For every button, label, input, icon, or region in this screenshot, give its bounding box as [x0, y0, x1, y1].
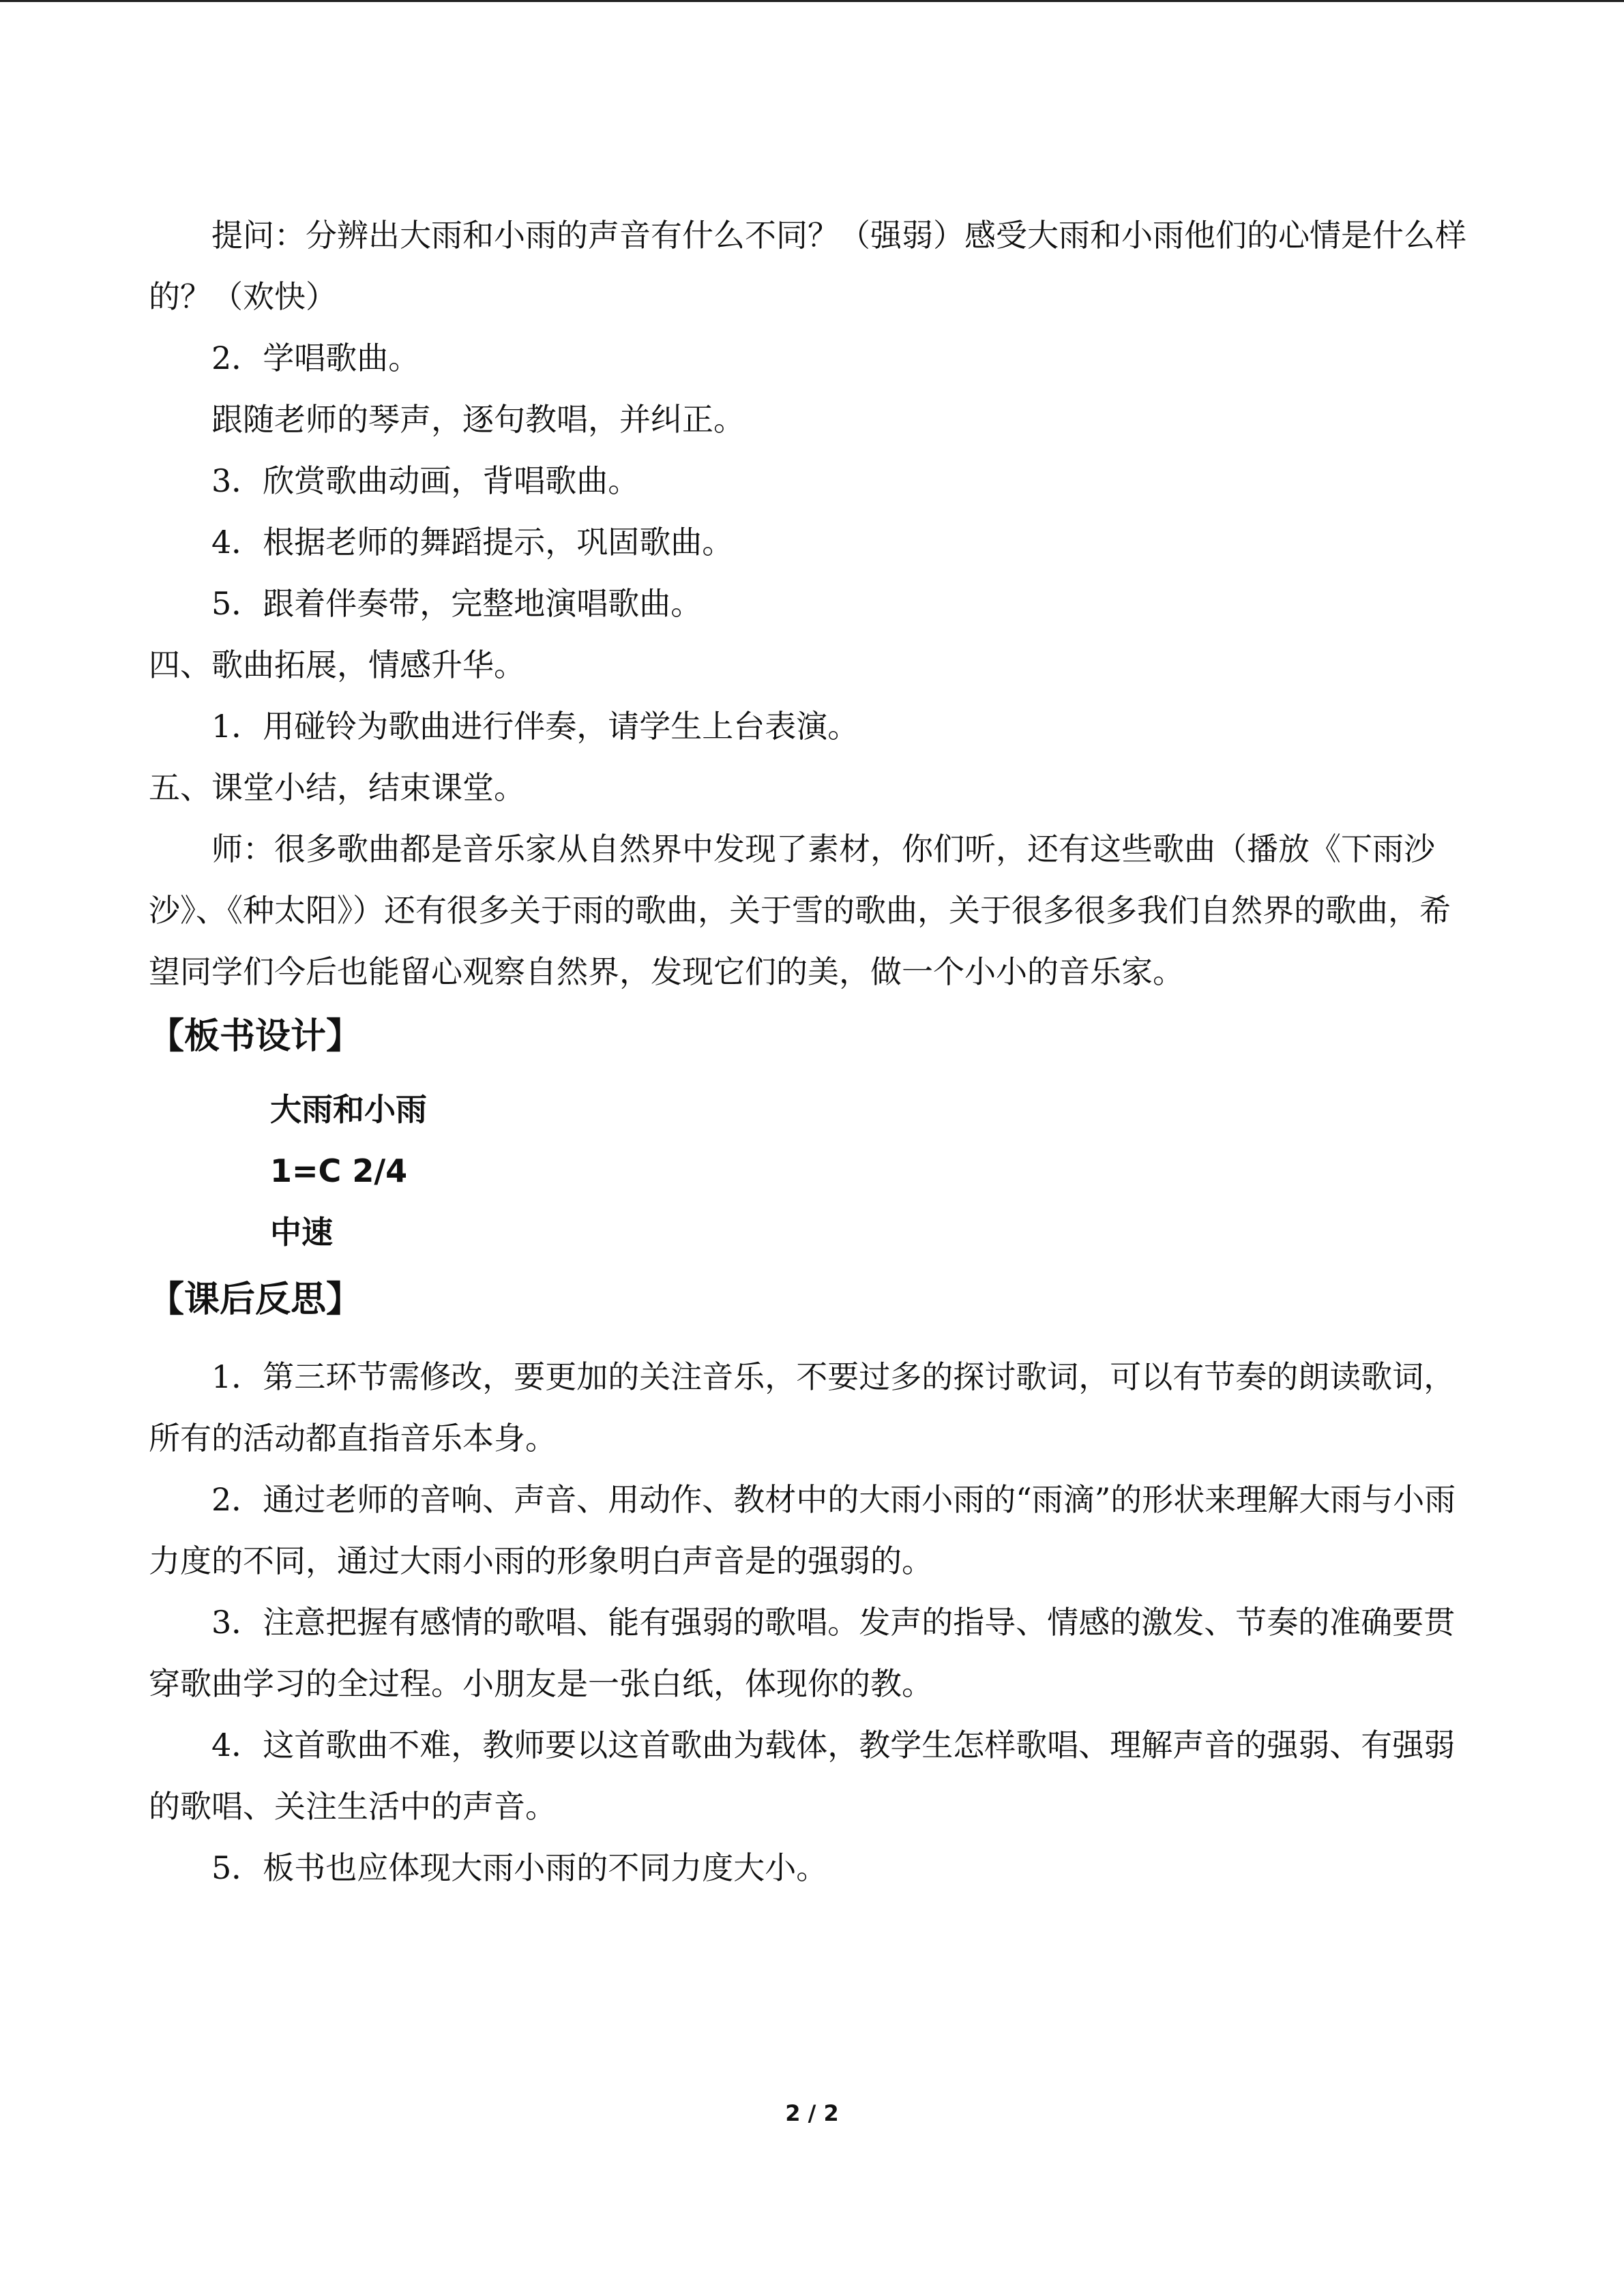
board-song-title: 大雨和小雨 [270, 1091, 427, 1128]
section-five-title: 五、课堂小结，结束课堂。 [149, 769, 525, 806]
question-paragraph: 提问：分辨出大雨和小雨的声音有什么不同？（强弱）感受大雨和小雨他们的心情是什么样的？（欢快） [149, 217, 1466, 315]
reflection-item: 1．第三环节需修改，要更加的关注音乐，不要过多的探讨歌词，可以有节奏的朗读歌词，所有的活动都直指音乐本身。 [149, 1358, 1456, 1457]
reflection-item: 2．通过老师的音响、声音、用动作、教材中的大雨小雨的“雨滴”的形状来理解大雨与小雨力度的不同，通过大雨小雨的形象明白声音是的强弱的。 [149, 1481, 1456, 1579]
reflection-heading: 【课后反思】 [149, 1279, 362, 1320]
board-design-heading: 【板书设计】 [149, 1016, 362, 1057]
step-sing-along: 5．跟着伴奏带，完整地演唱歌曲。 [211, 585, 703, 622]
reflection-list [149, 1346, 1476, 1898]
board-key-signature: 1=C 2/4 [270, 1152, 408, 1189]
step-watch-animation: 3．欣赏歌曲动画，背唱歌曲。 [211, 462, 640, 499]
step-learn-song: 2．学唱歌曲。 [211, 340, 420, 376]
reflection-item: 4．这首歌曲不难，教师要以这首歌曲为载体，教学生怎样歌唱、理解声音的强弱、有强弱的歌唱、关注生活中的声音。 [149, 1727, 1456, 1825]
document-page [149, 205, 1476, 1898]
step-dance-prompt: 4．根据老师的舞蹈提示，巩固歌曲。 [211, 524, 734, 561]
board-tempo: 中速 [270, 1214, 333, 1251]
reflection-item: 3．注意把握有感情的歌唱、能有强弱的歌唱。发声的指导、情感的激发、节奏的准确要贯穿歌曲学习的全过程。小朋友是一张白纸，体现你的教。 [149, 1604, 1456, 1702]
page-number: 2 / 2 [785, 2100, 839, 2126]
reflection-item: 5．板书也应体现大雨小雨的不同力度大小。 [211, 1849, 828, 1886]
section-four-title: 四、歌曲拓展，情感升华。 [149, 646, 525, 683]
follow-piano-text: 跟随老师的琴声，逐句教唱，并纠正。 [211, 401, 745, 438]
step-bell-accompaniment: 1．用碰铃为歌曲进行伴奏，请学生上台表演。 [211, 708, 859, 745]
top-border-line [0, 0, 1624, 2]
teacher-summary-paragraph: 师：很多歌曲都是音乐家从自然界中发现了素材，你们听，还有这些歌曲（播放《下雨沙沙》、《种太阳》）还有很多关于雨的歌曲，关于雪的歌曲，关于很多很多我们自然界的歌曲，希望同学们今后也能留心观察自然界，发现它们的美，做一个小小的音乐家。 [149, 831, 1451, 990]
board-design-content [149, 1071, 1476, 1266]
